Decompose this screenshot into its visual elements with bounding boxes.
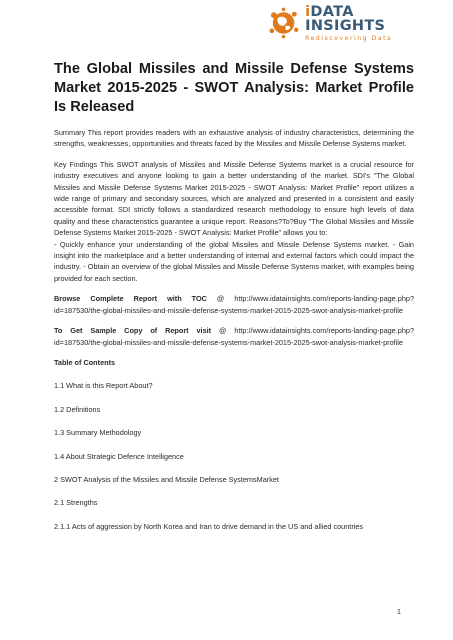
page-number: 1	[396, 607, 401, 616]
key-findings-paragraph	[54, 159, 414, 284]
sample-copy-label: To Get Sample Copy of Report visit	[54, 326, 212, 336]
browse-report-label: Browse Complete Report with TOC	[54, 294, 207, 304]
document-body	[54, 60, 414, 544]
toc-item: 2.1 Strengths	[54, 498, 98, 508]
key-findings-benefits: - Quickly enhance your understanding of the global Missiles and Missile Defense Systems market. - Gain insight into the marketplace and a better understanding of internal and external factors which could impact the industry. - Obtain an overview of the global Missiles and Missile Defense Systems market, with examples being provided for each section.	[54, 239, 414, 283]
toc-item: 1.4 About Strategic Defence Intelligence	[54, 451, 184, 461]
toc-heading: Table of Contents	[54, 357, 116, 367]
toc-item: 2.1.1 Acts of aggression by North Korea and Iran to drive demand in the US and allied countries	[54, 521, 364, 531]
page-title: The Global Missiles and Missile Defense Systems Market 2015-2025 - SWOT Analysis: Market Profile Is Released	[54, 61, 414, 115]
toc-item: 2 SWOT Analysis of the Missiles and Missile Defense SystemsMarket	[54, 474, 279, 484]
globe-splash-icon	[266, 6, 301, 40]
key-findings-text: Key Findings This SWOT analysis of Missiles and Missile Defense Systems market is a crucial resource for industry executives and anyone looking to gain a better understanding of the market. SDI's "The Global Missiles and Missile Defense Systems Market 2015-2025 - SWOT Analysis: Market Profile" report utilizes a wide range of primary and secondary sources, which are analyzed and presented in a consistent and easily accessible format. SDI strictly follows a standardized research methodology to ensure high levels of data quality and these characteristics guarantee a unique report. Reasons?To?Buy "The Global Missiles and Missile Defense Systems Market 2015-2025 - SWOT Analysis: Market Profile" allows you to:	[54, 159, 414, 238]
browse-report-link[interactable]: @ http://www.idatainsights.com/reports-landing-page.php?id=187530/the-global-missiles-and-missile-defense-systems-market-2015-2025-swot-analysis-market-profile	[54, 294, 415, 315]
sample-copy-paragraph	[54, 325, 414, 348]
toc-item: 1.2 Definitions	[54, 404, 101, 414]
logo-tagline: Rediscovering Data	[305, 34, 393, 42]
browse-report-paragraph	[54, 293, 414, 316]
sample-copy-link[interactable]: @ http://www.idatainsights.com/reports-landing-page.php?id=187530/the-global-missiles-and-missile-defense-systems-market-2015-2025-swot-analysis-market-profile	[54, 326, 415, 347]
summary-paragraph: Summary This report provides readers with an exhaustive analysis of industry characteristics, determining the strengths, weaknesses, opportunities and threats faced by the Missiles and Missile Defense Systems market.	[54, 128, 414, 149]
company-logo	[266, 3, 436, 42]
toc-item: 1.3 Summary Methodology	[54, 428, 142, 438]
logo-name: iDATA INSIGHTS	[305, 3, 386, 34]
toc-item: 1.1 What is this Report About?	[54, 381, 153, 391]
